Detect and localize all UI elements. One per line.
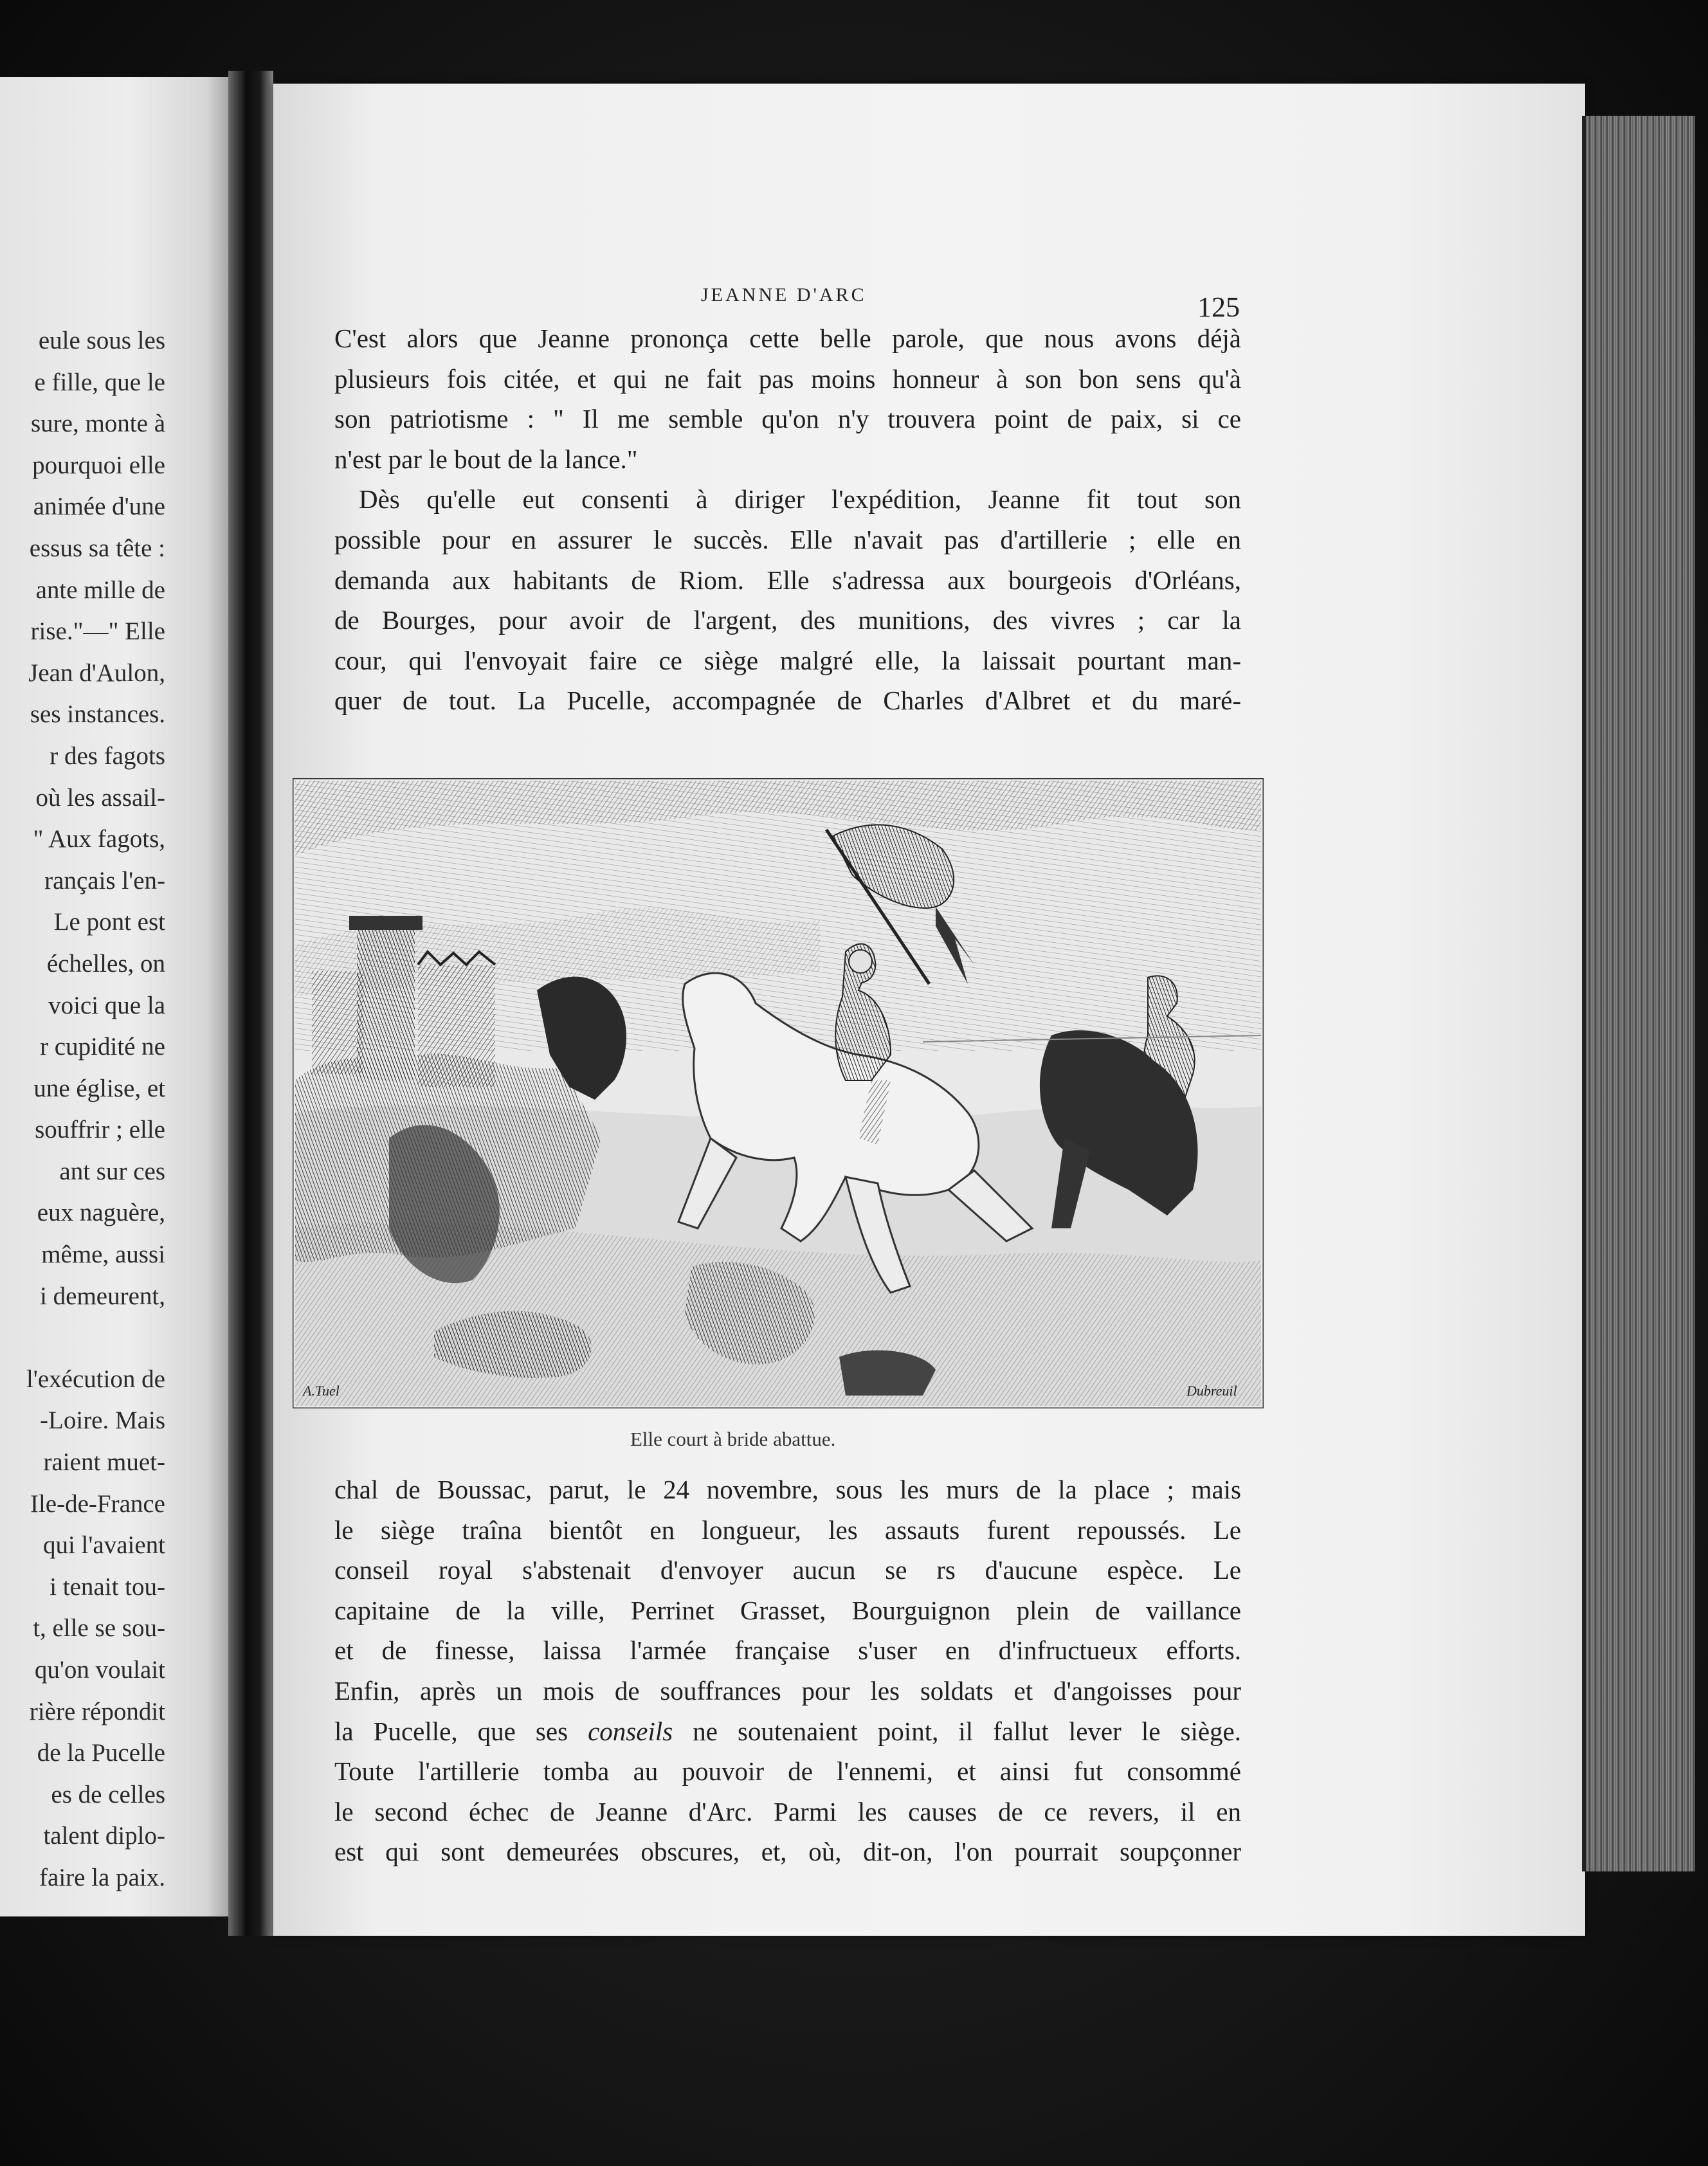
left-page-line: échelles, on [46,949,165,978]
body-text-line: C'est alors que Jeanne prononça cette belle parole, que nous avons déjà [334,323,1241,353]
left-page-line: raient muet- [43,1448,165,1477]
left-page-text [0,320,165,1899]
left-page-line: Le pont est [53,908,165,936]
left-page-line: de la Pucelle [37,1739,165,1767]
body-text-line: Toute l'artillerie tomba au pouvoir de l'ennemi, et ainsi fut consommé [334,1756,1241,1787]
left-page-line: i demeurent, [40,1282,165,1310]
body-text-line: et de finesse, laissa l'armée française s'user en d'infructueux efforts. [334,1635,1241,1666]
left-page-line: voici que la [48,991,165,1019]
left-page-line: ante mille de [35,576,165,604]
left-page-line: rière répondit [29,1697,165,1725]
body-text-line: n'est par le bout de la lance." [334,444,638,474]
body-text-line: demanda aux habitants de Riom. Elle s'adressa aux bourgeois d'Orléans, [334,565,1241,595]
body-text-line: capitaine de la ville, Perrinet Grasset, Bourguignon plein de vaillance [334,1595,1241,1625]
italic-word: conseils [588,1716,673,1746]
left-page-line: une église, et [33,1074,165,1102]
left-page-line: Ile-de-France [30,1489,165,1518]
left-page-line: pourquoi elle [32,451,165,479]
left-page-line: i tenait tou- [50,1572,165,1601]
text-block-top [334,318,1241,721]
body-text-line: possible pour en assurer le succès. Elle n'avait pas d'artillerie ; elle en [334,524,1241,554]
engraving-illustration [293,778,1264,1408]
text-block-bottom [334,1470,1241,1872]
left-page-line: r des fagots [50,742,165,770]
left-page-line: où les assail- [35,783,165,812]
body-text-line: est qui sont demeurées obscures, et, où, dit-on, l'on pourrait soupçonner [334,1837,1241,1867]
body-text-line: Enfin, après un mois de souffrances pour les soldats et d'angoisses pour [334,1675,1241,1706]
left-page-line: -Loire. Mais [40,1406,165,1435]
left-page-line: ses instances. [30,700,165,729]
left-page-line: même, aussi [41,1241,165,1269]
body-text-line: Dès qu'elle eut consenti à diriger l'expédition, Jeanne fit tout son [359,484,1241,514]
body-text-line: quer de tout. La Pucelle, accompagnée de Charles d'Albret et du maré- [334,686,1241,716]
left-page-line: qu'on voulait [34,1656,165,1684]
body-text-line: la Pucelle, que ses conseils ne soutenaient point, il fallut lever le siège. [334,1716,1241,1746]
body-text-line: plusieurs fois citée, et qui ne fait pas moins honneur à son bon sens qu'à [334,363,1241,394]
body-text-line: de Bourges, pour avoir de l'argent, des munitions, des vivres ; car la [334,605,1241,635]
left-page-line: souffrir ; elle [35,1116,165,1144]
left-page-line: t, elle se sou- [33,1614,165,1643]
body-text-line: conseil royal s'abstenait d'envoyer aucun se rs d'aucune espèce. Le [334,1555,1241,1585]
body-text-line: son patriotisme : " Il me semble qu'on n'y trouvera point de paix, si ce [334,404,1241,434]
left-page-line: eule sous les [38,327,165,354]
running-head: JEANNE D'ARC [701,284,867,305]
left-page-line: l'exécution de [26,1365,165,1393]
signature-left: A.Tuel [303,1383,340,1399]
left-page-line: e fille, que le [34,368,165,396]
page-number: 125 [1197,291,1240,323]
page-edges [1582,116,1695,1871]
left-page-line: sure, monte à [30,410,165,438]
body-text-line: chal de Boussac, parut, le 24 novembre, sous les murs de la place ; mais [334,1475,1241,1504]
body-text-line: cour, qui l'envoyait faire ce siège malgré elle, la laissait pourtant man- [334,645,1241,675]
left-page-line: r cupidité ne [40,1033,165,1061]
left-page-line: essus sa tête : [29,534,165,562]
left-page-line: " Aux fagots, [33,825,165,853]
left-page-line: es de celles [51,1780,165,1808]
left-page-line: talent diplo- [43,1822,165,1850]
left-page-line: ant sur ces [59,1157,165,1185]
body-text-line: le siège traîna bientôt en longueur, les assauts furent repoussés. Le [334,1515,1241,1545]
body-text-line: le second échec de Jeanne d'Arc. Parmi les causes de ce revers, il en [334,1796,1241,1826]
left-page [0,77,235,1916]
left-page-line: animée d'une [33,493,165,521]
left-page-line: qui l'avaient [42,1531,165,1560]
left-page-line: Jean d'Aulon, [28,659,165,687]
left-page-line: rise."—" Elle [30,617,165,646]
left-page-line: rançais l'en- [44,866,165,895]
left-page-line: faire la paix. [39,1863,165,1891]
illustration-caption: Elle court à bride abattue. [630,1428,836,1450]
signature-right: Dubreuil [1186,1383,1237,1399]
left-page-line [0,1317,165,1359]
book-gutter [228,71,273,1936]
left-page-line: eux naguère, [37,1199,165,1227]
